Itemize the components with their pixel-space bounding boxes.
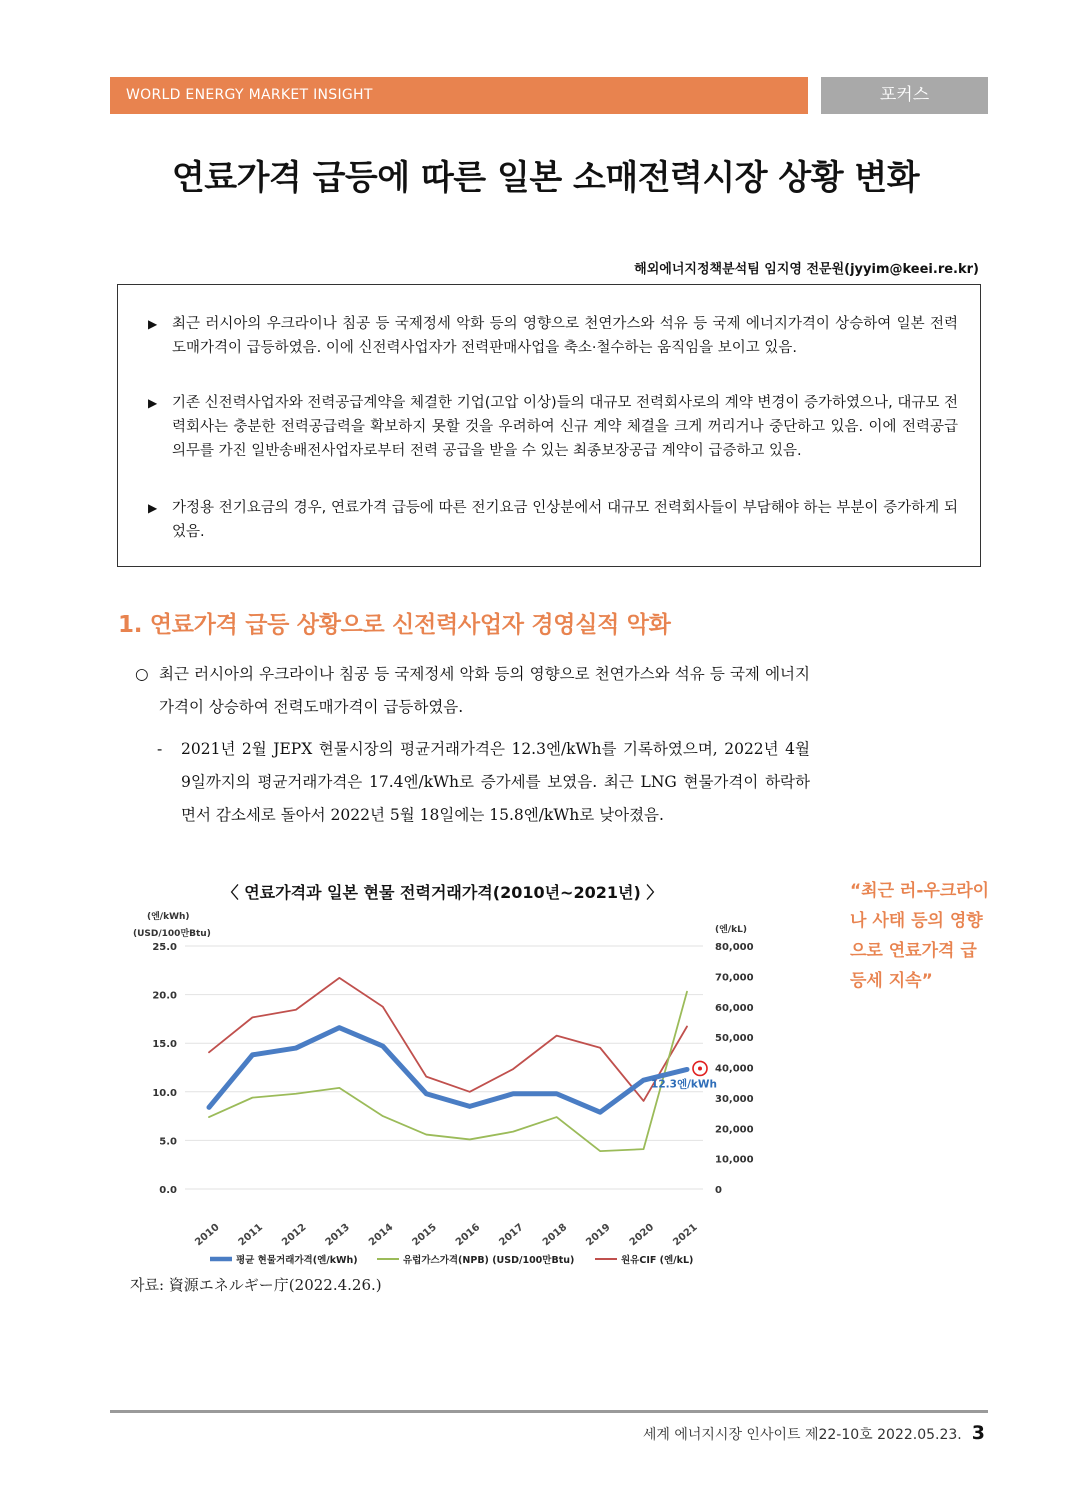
- summary-item: ▶ 최근 러시아의 우크라이나 침공 등 국제정세 악화 등의 영향으로 천연가스와 석유 등 국제 에너지가격이 상승하여 일본 전력도매가격이 급등하였음. 이에 신전력사업자가 전력판매사업을 축소·철수하는 움직임을 보이고 있음.: [148, 312, 958, 360]
- legend-label: 원유CIF (엔/kL): [621, 1255, 694, 1266]
- chart-title: 〈 연료가격과 일본 현물 전력거래가격(2010년~2021년) 〉: [222, 883, 663, 902]
- left-tick-label: 25.0: [152, 942, 177, 953]
- category-badge: 포커스: [821, 77, 988, 114]
- page-number: 3: [971, 1422, 985, 1444]
- highlight-dot: [698, 1066, 702, 1070]
- right-tick-label: 50,000: [715, 1033, 754, 1045]
- dash-bullet-paragraph: - 2021년 2월 JEPX 현물시장의 평균거래가격은 12.3엔/kWh를 기록하였으며, 2022년 4월 9일까지의 평균거래가격은 17.4엔/kWh로 증가세를 보였음. 최근 LNG 현물가격이 하락하면서 감소세로 돌아서 2022년 5월 18일에는 15.8엔/kWh로 낮아졌음.: [157, 733, 810, 832]
- x-tick-label: 2020: [627, 1221, 657, 1249]
- left-tick-label: 20.0: [152, 990, 177, 1002]
- section-heading: 1. 연료가격 급등 상황으로 신전력사업자 경영실적 악화: [118, 612, 671, 638]
- x-tick-label: 2017: [497, 1221, 526, 1249]
- right-tick-label: 80,000: [715, 942, 754, 953]
- x-tick-label: 2015: [410, 1221, 439, 1249]
- x-tick-label: 2012: [280, 1221, 309, 1249]
- circle-bullet-paragraph: ○ 최근 러시아의 우크라이나 침공 등 국제정세 악화 등의 영향으로 천연가스와 석유 등 국제 에너지가격이 상승하여 전력도매가격이 급등하였음.: [135, 658, 810, 724]
- legend-label: 유럽가스가격(NPB) (USD/100만Btu): [403, 1255, 575, 1266]
- right-tick-label: 10,000: [715, 1154, 754, 1166]
- chart-source: 자료: 資源エネルギー庁(2022.4.26.): [130, 1276, 382, 1294]
- series-line: [209, 1028, 687, 1113]
- left-axis-label-2: (USD/100만Btu): [133, 929, 211, 939]
- triangle-bullet-icon: ▶: [148, 396, 158, 410]
- x-tick-label: 2010: [193, 1221, 222, 1249]
- x-tick-label: 2013: [323, 1221, 352, 1249]
- left-tick-label: 5.0: [159, 1136, 177, 1148]
- series-name-banner: WORLD ENERGY MARKET INSIGHT: [110, 77, 808, 114]
- x-tick-label: 2014: [367, 1221, 396, 1249]
- circle-bullet-icon: ○: [135, 665, 149, 683]
- summary-item: ▶ 기존 신전력사업자와 전력공급계약을 체결한 기업(고압 이상)들의 대규모 전력회사로의 계약 변경이 증가하였으나, 대규모 전력회사는 충분한 전력공급력을 확보하지 못할 것을 우려하여 신규 계약 체결을 크게 꺼리거나 중단하고 있음. 이에 전력공급의무를 가진 일반송배전사업자로부터 전력 공급을 받을 수 있는 최종보장공급 계약이 급증하고 있음.: [148, 391, 958, 463]
- triangle-bullet-icon: ▶: [148, 501, 158, 515]
- triangle-bullet-icon: ▶: [148, 317, 158, 331]
- footer-publication: 세계 에너지시장 인사이트 제22-10호 2022.05.23.: [642, 1427, 962, 1443]
- page-title: 연료가격 급등에 따른 일본 소매전력시장 상황 변화: [171, 158, 920, 198]
- legend-label: 평균 현물거래가격(엔/kWh): [236, 1255, 358, 1266]
- right-tick-label: 70,000: [715, 972, 754, 984]
- summary-item: ▶ 가정용 전기요금의 경우, 연료가격 급등에 따른 전기요금 인상분에서 대규모 전력회사들이 부담해야 하는 부분이 증가하게 되었음.: [148, 496, 958, 544]
- left-tick-label: 0.0: [159, 1185, 177, 1196]
- left-tick-label: 10.0: [152, 1087, 177, 1099]
- right-tick-label: 20,000: [715, 1124, 754, 1136]
- right-tick-label: 0: [715, 1185, 722, 1196]
- x-tick-label: 2018: [540, 1221, 570, 1249]
- series-line: [209, 978, 687, 1101]
- line-chart: [125, 905, 754, 1285]
- x-tick-label: 2019: [584, 1221, 613, 1249]
- pull-quote: “최근 러-우크라이나 사태 등의 영향으로 연료가격 급등세 지속”: [850, 881, 990, 991]
- footer-divider: [110, 1410, 988, 1413]
- data-label-annotation: 12.3엔/kWh: [651, 1078, 717, 1091]
- left-tick-label: 15.0: [152, 1039, 177, 1051]
- right-tick-label: 30,000: [715, 1093, 754, 1105]
- series-line: [209, 992, 687, 1151]
- right-tick-label: 60,000: [715, 1002, 754, 1014]
- left-axis-label-1: (엔/kWh): [147, 912, 190, 922]
- right-tick-label: 40,000: [715, 1063, 754, 1075]
- x-tick-label: 2016: [453, 1221, 483, 1249]
- right-axis-label: (엔/kL): [715, 925, 747, 935]
- dash-bullet-icon: -: [157, 740, 163, 758]
- summary-box: [117, 284, 981, 567]
- author-line: 해외에너지정책분석팀 임지영 전문원(jyyim@keei.re.kr): [634, 262, 979, 277]
- footer: [643, 1422, 985, 1444]
- x-tick-label: 2021: [671, 1221, 700, 1249]
- x-tick-label: 2011: [236, 1221, 266, 1249]
